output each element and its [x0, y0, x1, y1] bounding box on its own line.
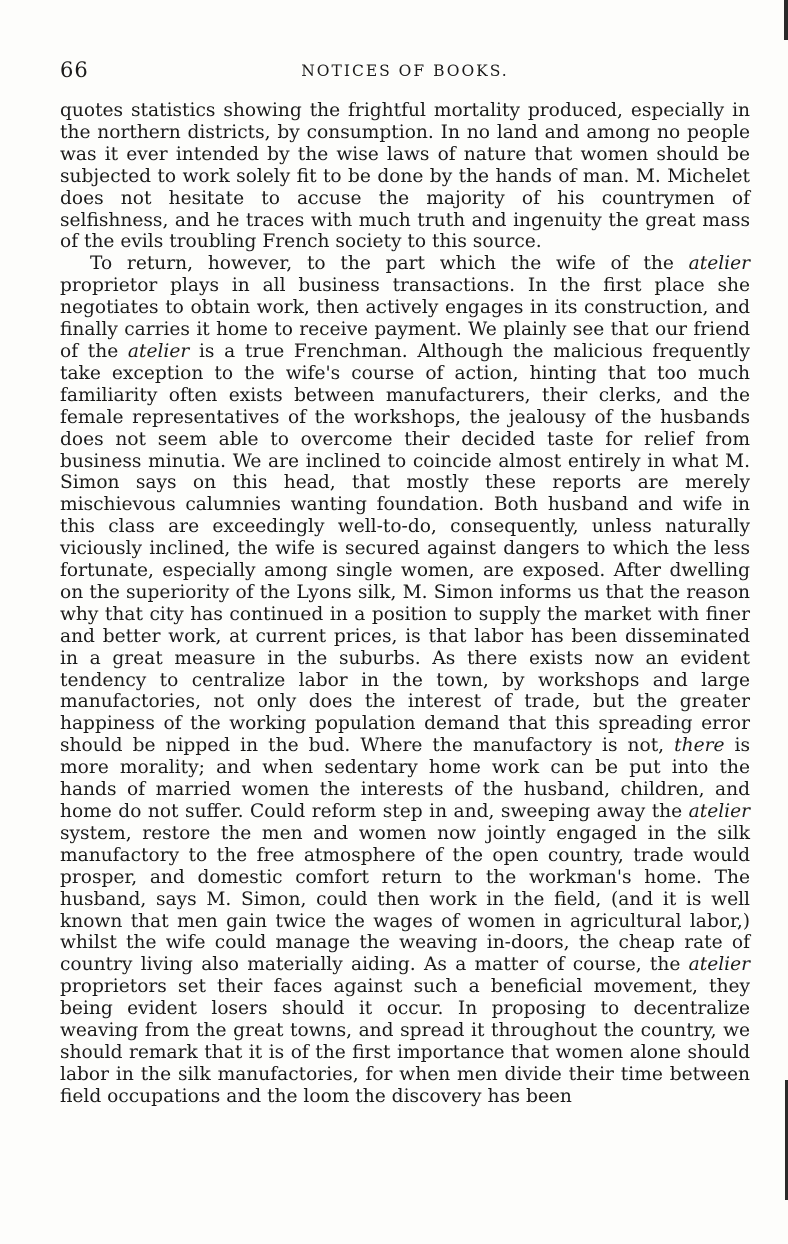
text-run: system, restore the men and women now jointly engaged in the silk manufactory to the free atmosphere of the open country, trade would prosper, and domestic comfort return to the workman's home. The husband, says M. Simon, could then work in the field, (and it is well known that men gain twice the wages of women in agricultural labor,) whilst the wife could manage the weaving in-doors, the cheap rate of country living also materially aiding. As a matter of course, the	[60, 822, 750, 976]
page-header	[60, 58, 750, 88]
paragraph-1	[60, 100, 750, 253]
page-edge-mark	[784, 0, 788, 40]
text-run: is more morality; and when sedentary home work can be put into the hands of married women the interests of the husband, children, and home do not suffer. Could reform step in and, sweeping away the	[60, 735, 750, 822]
italic-term: atelier	[688, 253, 750, 275]
running-title: NOTICES OF BOOKS.	[301, 62, 509, 80]
italic-term: atelier	[688, 801, 750, 822]
page-number: 66	[60, 58, 89, 82]
text-run: quotes statistics showing the frightful mortality produced, especially in the northern districts, by consumption. In no land and among no people was it ever intended by the wise laws of nature that women should be subjected to work solely fit to be done by the hands of man. M. Michelet does not hesitate to accuse the majority of his countrymen of selfishness, and he traces with much truth and ingenuity the great mass of the evils troubling French society to this source.	[60, 100, 750, 253]
italic-term: atelier	[688, 954, 750, 976]
text-run: proprietor plays in all business transactions. In the first place she negotiates to obtain work, then actively engages in its construction, and finally carries it home to receive payment. We plainly see that our friend of the	[60, 275, 750, 362]
paragraph-2	[60, 253, 750, 1107]
text-run: proprietors set their faces against such a beneficial movement, they being evident losers should it occur. In proposing to decentralize weaving from the great towns, and spread it throughout the country, we should remark that it is of the first importance that women alone should labor in the silk manufactories, for when men divide their time between field occupations and the loom the discovery has been	[60, 976, 750, 1107]
article-body	[60, 100, 750, 1108]
text-run: is a true Frenchman. Although the malicious frequently take exception to the wife's course of action, hinting that too much familiarity often exists between manufacturers, their clerks, and the female representatives of the workshops, the jealousy of the husbands does not seem able to overcome their decided taste for relief from business minutia. We are inclined to coincide almost entirely in what M. Simon says on this head, that mostly these reports are merely mischievous calumnies wanting foundation. Both husband and wife in this class are exceedingly well-to-do, consequently, unless naturally viciously inclined, the wife is secured against dangers to which the less fortunate, especially among single women, are exposed. After dwelling on the superiority of the Lyons silk, M. Simon informs us that the reason why that city has continued in a position to supply the market with finer and better work, at current prices, is that labor has been disseminated in a great measure in the suburbs. As there exists now an evident tendency to centralize labor in the town, by workshops and large manufactories, not only does the interest of trade, but the greater happiness of the working population demand that this spreading error should be nipped in the bud. Where the manufactory is not,	[60, 340, 750, 757]
text-run: To return, however, to the part which the wife of the	[90, 253, 689, 275]
italic-term: atelier	[127, 340, 190, 362]
italic-term: there	[674, 735, 725, 757]
